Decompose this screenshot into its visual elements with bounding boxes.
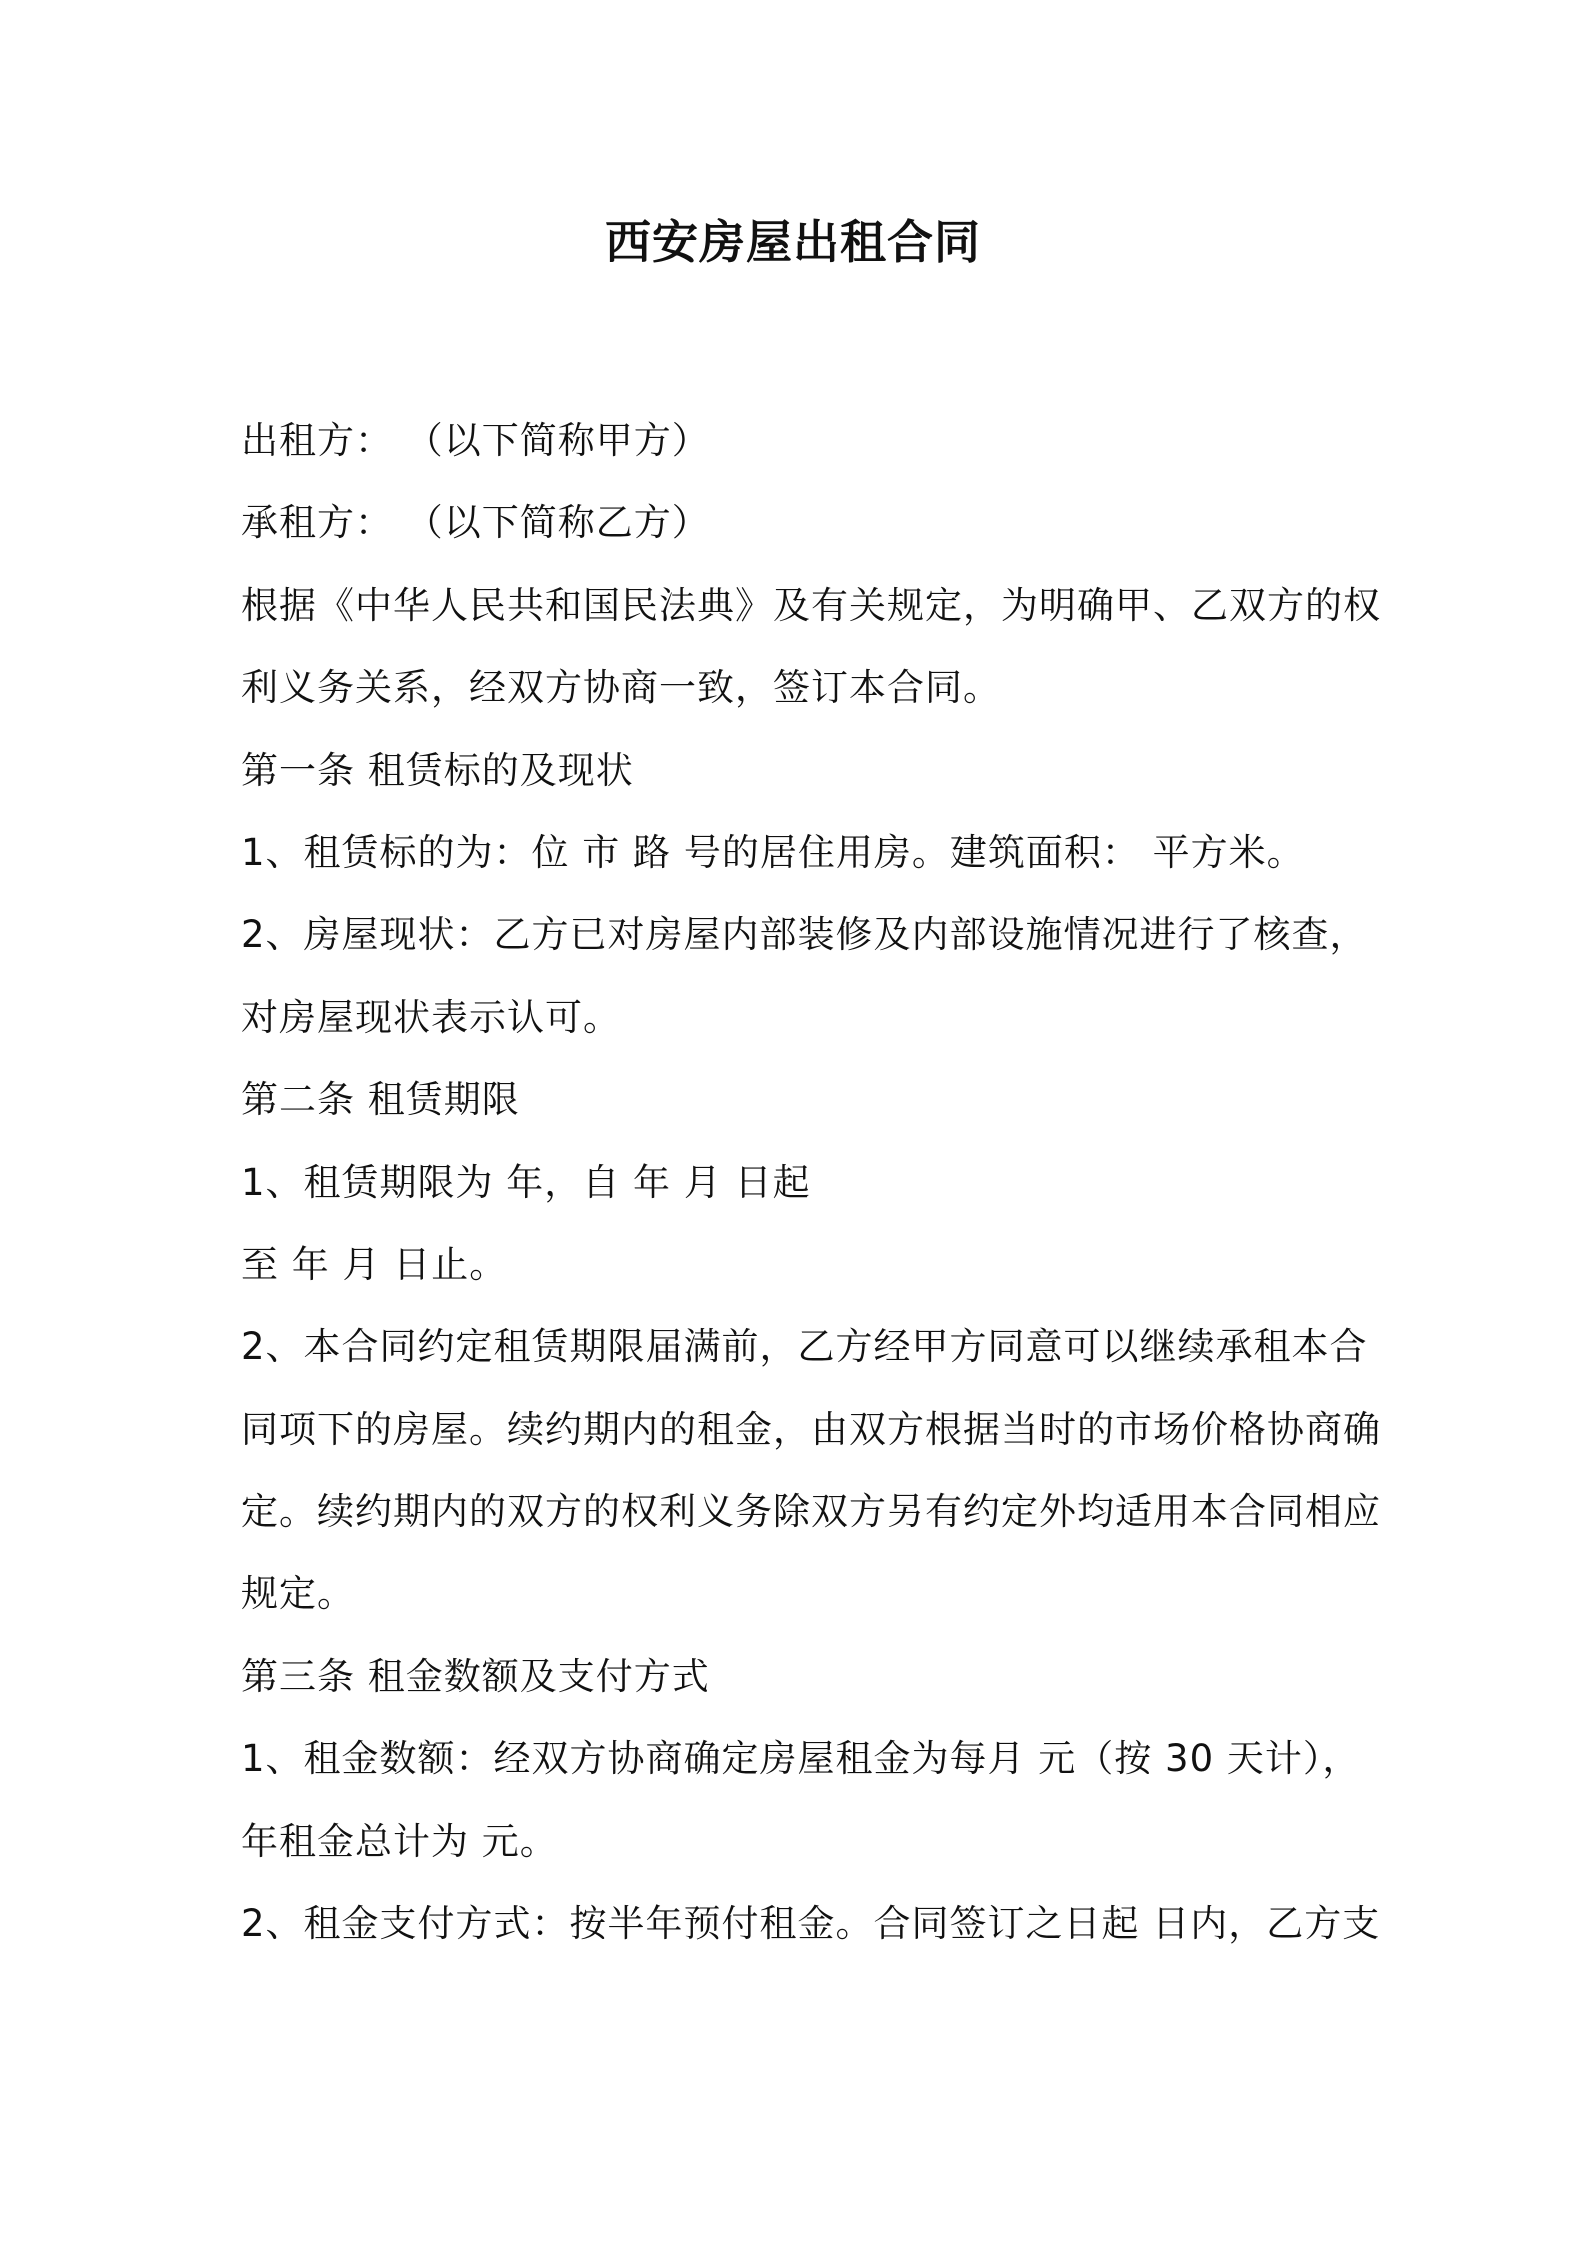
text-line: 2、房屋现状：乙方已对房屋内部装修及内部设施情况进行了核查，: [241, 913, 1368, 957]
section-heading: 第二条 租赁期限: [241, 1078, 520, 1122]
section-heading: 第三条 租金数额及支付方式: [241, 1654, 710, 1698]
text-line: 利义务关系，经双方协商一致，签订本合同。: [241, 666, 1001, 710]
document-title: 西安房屋出租合同: [605, 215, 981, 269]
text-line: 根据《中华人民共和国民法典》及有关规定，为明确甲、乙双方的权: [241, 583, 1381, 627]
text-line: 同项下的房屋。续约期内的租金，由双方根据当时的市场价格协商确: [241, 1407, 1381, 1451]
text-line: 对房屋现状表示认可。: [241, 995, 621, 1039]
section-heading: 第一条 租赁标的及现状: [241, 748, 634, 792]
text-line: 1、租赁标的为：位 市 路 号的居住用房。建筑面积： 平方米。: [241, 830, 1305, 874]
text-line: 年租金总计为 元。: [241, 1819, 558, 1863]
text-line: 1、租赁期限为 年，自 年 月 日起: [241, 1160, 811, 1204]
text-line: 承租方： （以下简称乙方）: [241, 501, 710, 545]
text-line: 2、本合同约定租赁期限届满前，乙方经甲方同意可以继续承租本合: [241, 1325, 1368, 1369]
text-line: 出租方： （以下简称甲方）: [241, 419, 710, 462]
text-line: 1、租金数额：经双方协商确定房屋租金为每月 元（按 30 天计），: [241, 1737, 1361, 1781]
text-line: 定。续约期内的双方的权利义务除双方另有约定外均适用本合同相应: [241, 1490, 1381, 1534]
text-line: 2、租金支付方式：按半年预付租金。合同签订之日起 日内，乙方支: [241, 1902, 1381, 1946]
text-line: 规定。: [241, 1572, 355, 1616]
contract-body: [241, 410, 1381, 1975]
text-line: 至 年 月 日止。: [241, 1242, 508, 1286]
